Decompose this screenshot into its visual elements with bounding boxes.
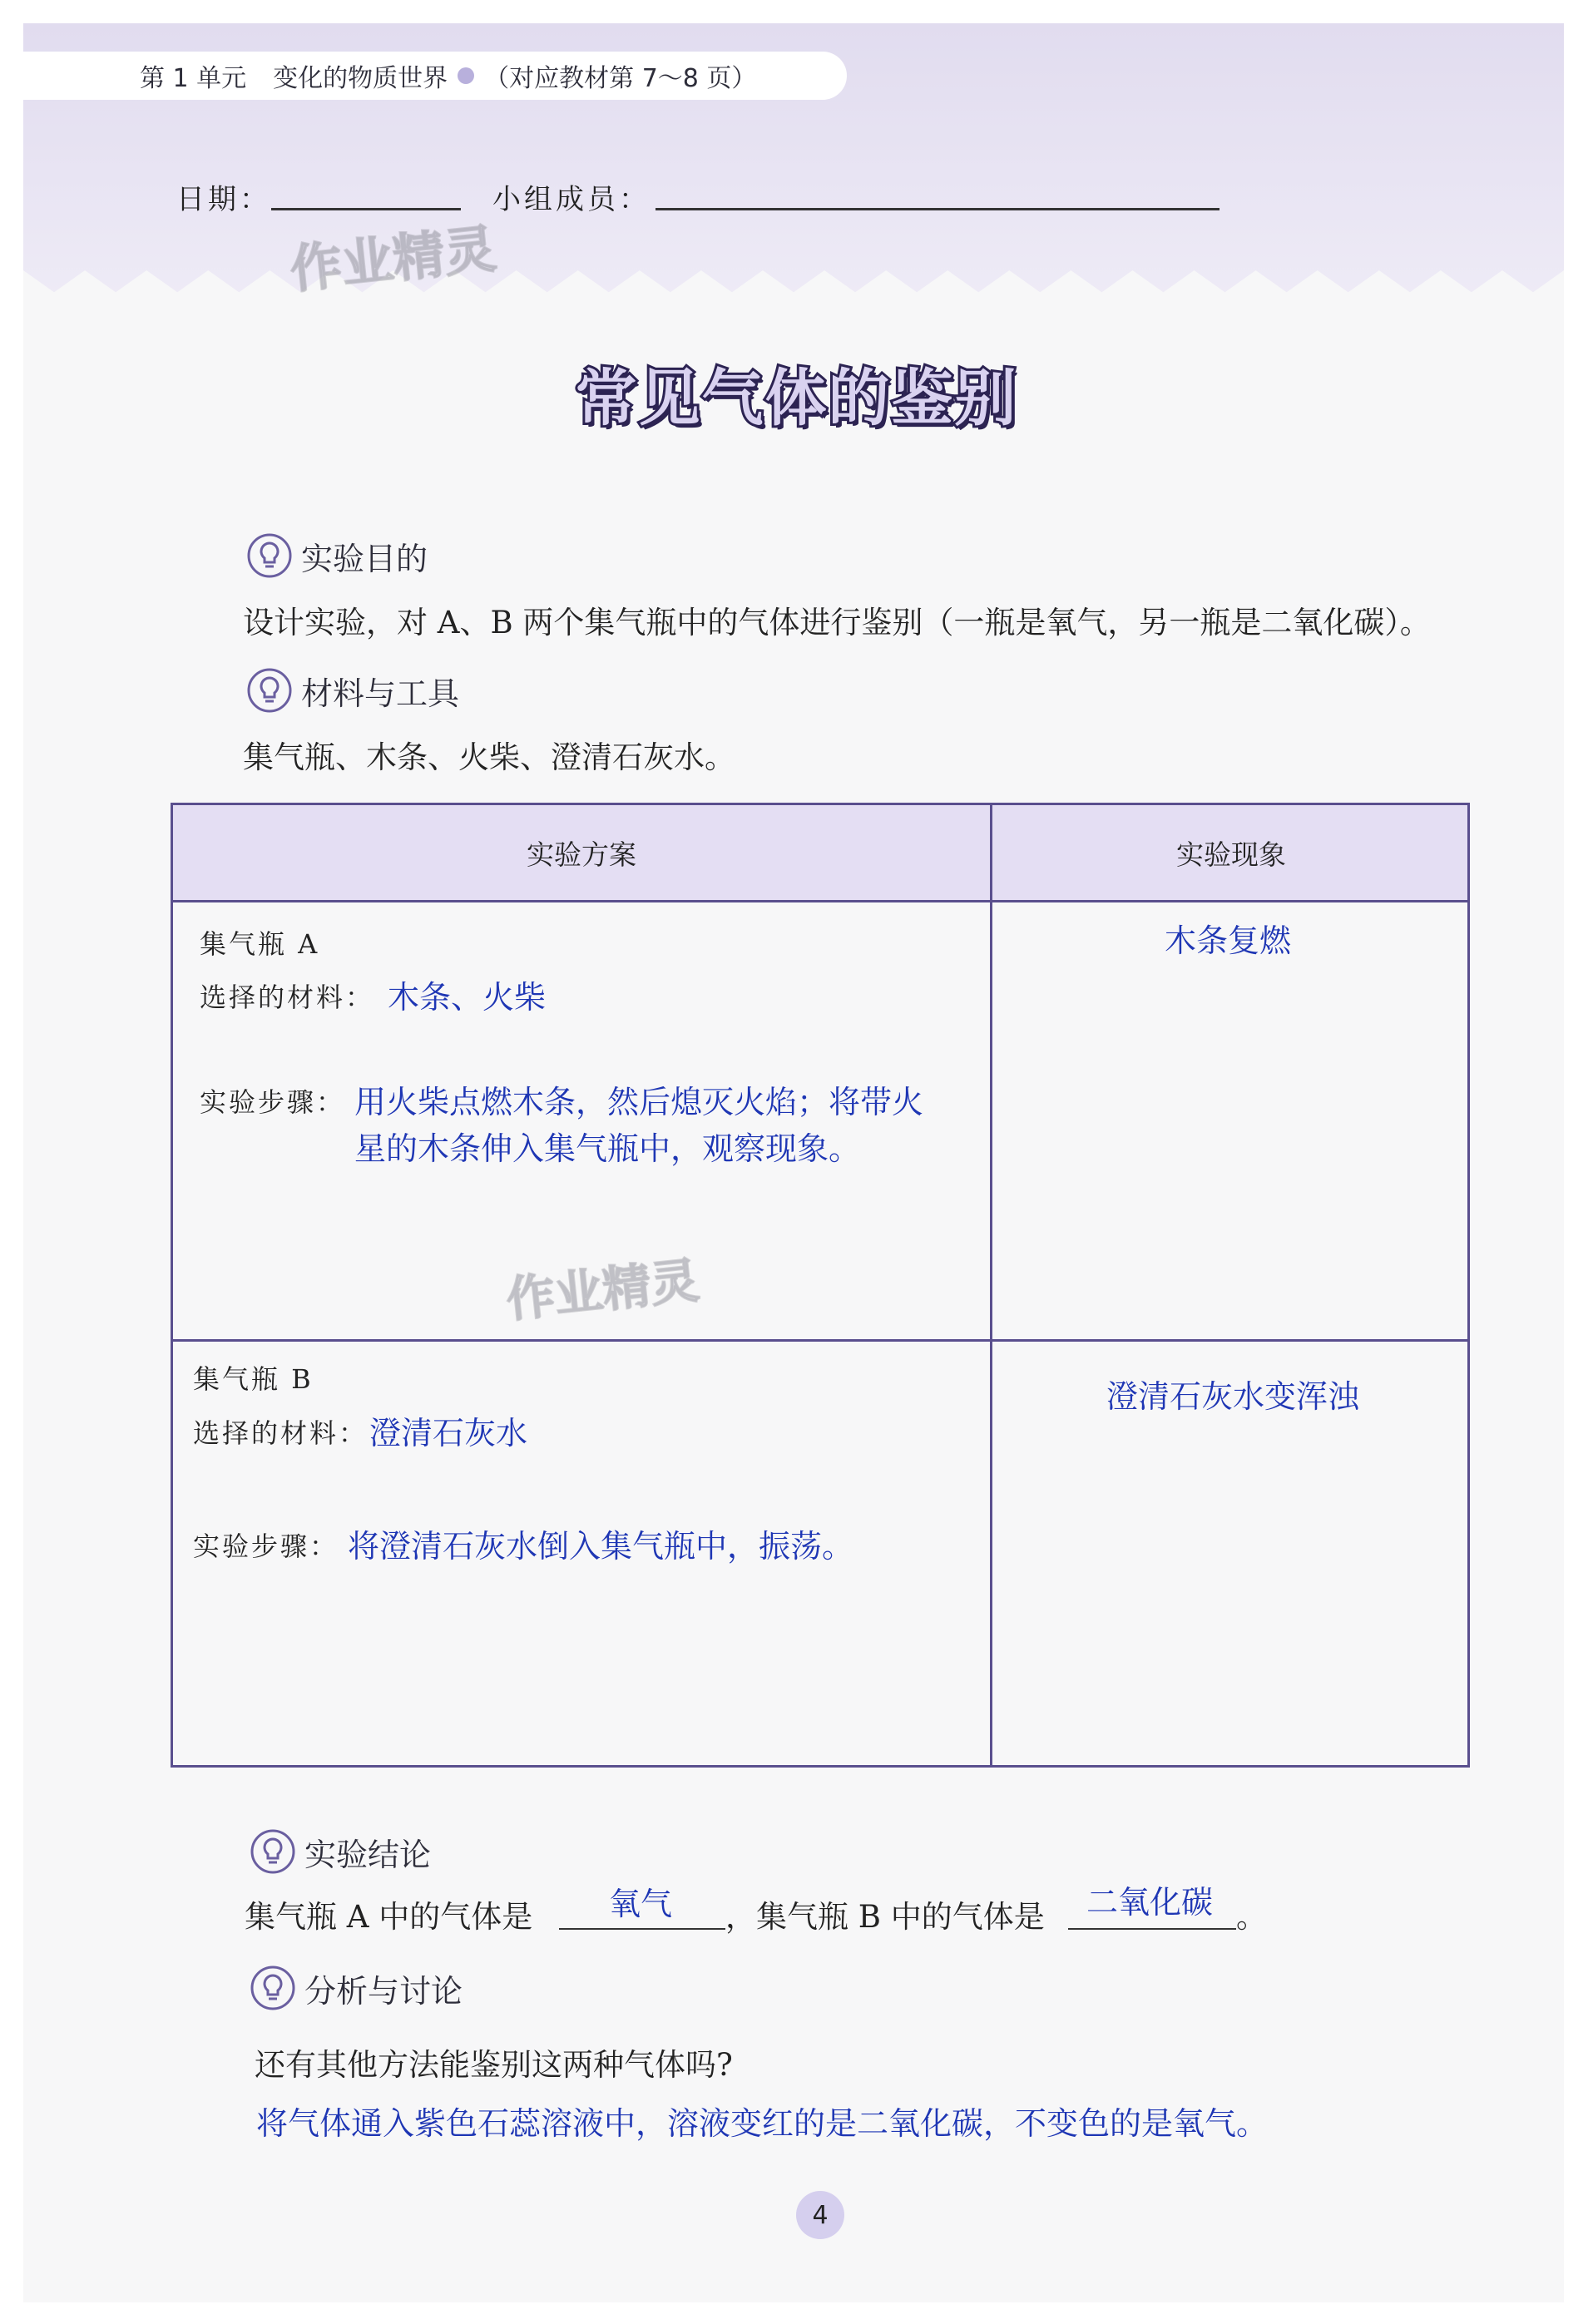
table-watermark: 作业精灵 xyxy=(503,1252,702,1328)
column-divider xyxy=(990,805,992,1765)
answer-b[interactable]: 二氧化碳 xyxy=(1086,1884,1214,1921)
answer-b-blank xyxy=(1068,1928,1236,1930)
group-label: 小组成员： xyxy=(492,183,651,216)
column-header-phenomenon: 实验现象 xyxy=(1176,838,1286,871)
discussion-answer[interactable]: 将气体通入紫色石蕊溶液中，溶液变红的是二氧化碳，不变色的是氧气。 xyxy=(256,2105,1269,2142)
section-conclusion-heading xyxy=(250,1828,431,1875)
section-discussion-title: 分析与讨论 xyxy=(304,1972,463,2010)
row-b-material[interactable]: 澄清石灰水 xyxy=(369,1415,528,1451)
purpose-text: 设计实验，对 A、B 两个集气瓶中的气体进行鉴别（一瓶是氧气，另一瓶是二氧化碳）。 xyxy=(243,605,1431,640)
lightbulb-icon xyxy=(250,1828,296,1875)
lightbulb-icon xyxy=(246,667,293,714)
section-conclusion-title: 实验结论 xyxy=(304,1836,432,1873)
unit-title: 变化的物质世界 xyxy=(273,64,448,93)
conclusion-text-b: ，集气瓶 B 中的气体是 xyxy=(725,1899,1045,1935)
section-materials-title: 材料与工具 xyxy=(301,675,460,712)
row-a-phenomenon[interactable]: 木条复燃 xyxy=(1165,922,1292,959)
row-b-steps-line1[interactable]: 将澄清石灰水倒入集气瓶中，振荡。 xyxy=(348,1528,854,1565)
section-materials-heading xyxy=(246,667,459,714)
row-a-material-label: 选择的材料： xyxy=(200,982,375,1013)
row-a-steps-label: 实验步骤： xyxy=(200,1086,346,1118)
conclusion-text-end: 。 xyxy=(1236,1899,1267,1935)
row-a-steps-line2[interactable]: 星的木条伸入集气瓶中，观察现象。 xyxy=(354,1130,861,1167)
unit-dot-2 xyxy=(458,67,474,84)
watermark: 作业精灵 xyxy=(287,218,499,300)
section-purpose-title: 实验目的 xyxy=(301,540,428,577)
conclusion-text-a: 集气瓶 A 中的气体是 xyxy=(245,1899,533,1935)
row-divider xyxy=(173,1339,1467,1342)
discussion-question: 还有其他方法能鉴别这两种气体吗? xyxy=(255,2047,733,2083)
row-a-steps-line1[interactable]: 用火柴点燃木条，然后熄灭火焰；将带火 xyxy=(354,1084,924,1120)
section-discussion-heading xyxy=(250,1965,463,2011)
answer-a-blank xyxy=(559,1928,725,1930)
row-b-phenomenon[interactable]: 澄清石灰水变浑浊 xyxy=(1106,1378,1360,1415)
date-label: 日期： xyxy=(176,183,271,216)
lightbulb-icon xyxy=(250,1965,296,2011)
textbook-reference: （对应教材第 7～8 页） xyxy=(484,64,757,93)
row-b-material-label: 选择的材料： xyxy=(193,1417,369,1449)
answer-a[interactable]: 氧气 xyxy=(609,1886,673,1922)
lightbulb-icon xyxy=(246,532,293,579)
group-members-field[interactable] xyxy=(656,208,1219,210)
materials-text: 集气瓶、木条、火柴、澄清石灰水。 xyxy=(243,739,735,775)
page-number: 4 xyxy=(796,2191,844,2239)
section-purpose-heading xyxy=(246,532,428,579)
unit-number: 第 1 单元 xyxy=(140,64,247,93)
row-a-bottle: 集气瓶 A xyxy=(200,928,320,960)
unit-banner xyxy=(23,52,847,100)
row-b-bottle: 集气瓶 B xyxy=(193,1363,314,1395)
row-b-steps-label: 实验步骤： xyxy=(193,1530,339,1562)
column-header-plan: 实验方案 xyxy=(527,838,636,871)
row-a-material[interactable]: 木条、火柴 xyxy=(388,979,547,1016)
experiment-table xyxy=(171,803,1470,1768)
page-title: 常见气体的鉴别 xyxy=(575,363,1018,434)
date-field[interactable] xyxy=(271,208,461,210)
